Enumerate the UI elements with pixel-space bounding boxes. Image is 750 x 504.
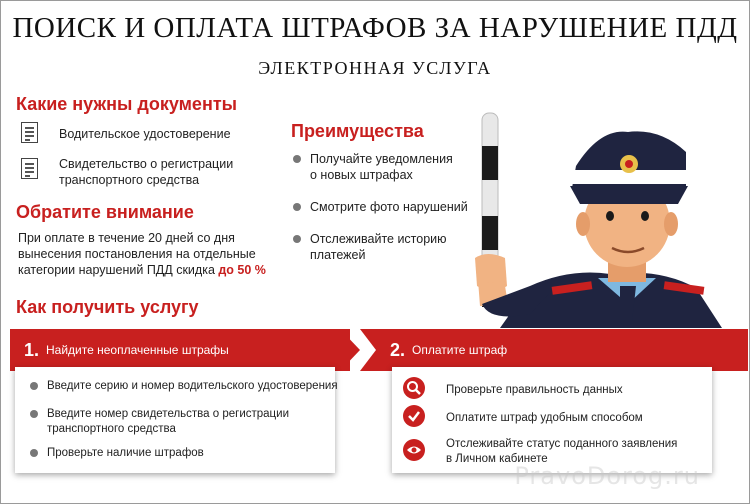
bullet-icon — [293, 203, 301, 211]
step-2-item: Отслеживайте статус поданного заявления — [446, 438, 678, 450]
step-1-arrow — [340, 329, 360, 371]
advantage-item: Получайте уведомления — [310, 152, 453, 166]
step-1-item: Проверьте наличие штрафов — [47, 447, 204, 459]
advantage-item: Отслеживайте историю — [310, 232, 447, 246]
document-icon — [21, 122, 38, 143]
attention-line-text: категории нарушений ПДД скидка — [18, 263, 219, 277]
step-2-number: 2. — [390, 340, 406, 360]
bullet-icon — [293, 155, 301, 163]
attention-line: вынесения постановления на отдельные — [18, 247, 256, 261]
eye-icon — [403, 439, 425, 461]
checkmark-icon — [403, 405, 425, 427]
documents-heading: Какие нужны документы — [16, 94, 238, 114]
advantages-heading: Преимущества — [291, 121, 424, 141]
step-2-label: Оплатите штраф — [412, 343, 508, 357]
advantage-item: о новых штрафах — [310, 168, 413, 182]
advantage-item: платежей — [310, 248, 366, 262]
bullet-icon — [30, 410, 38, 418]
magnifier-icon — [403, 377, 425, 399]
attention-heading: Обратите внимание — [16, 202, 194, 222]
step-1-item: Введите серию и номер водительского удостоверения — [47, 380, 338, 392]
police-officer-illustration — [460, 108, 730, 328]
bullet-icon — [30, 449, 38, 457]
document-icon — [21, 158, 38, 179]
step-1-label: Найдите неоплаченные штрафы — [46, 343, 229, 357]
attention-line — [18, 262, 266, 278]
advantage-item: Смотрите фото нарушений — [310, 200, 468, 214]
watermark: PravoDorog.ru — [514, 462, 700, 490]
step-1-item: Введите номер свидетельства о регистрации — [47, 408, 289, 420]
howto-heading: Как получить услугу — [16, 297, 199, 317]
step-2-item: Проверьте правильность данных — [446, 384, 623, 396]
page-subtitle: ЭЛЕКТРОННАЯ УСЛУГА — [258, 58, 492, 78]
page-title: ПОИСК И ОПЛАТА ШТРАФОВ ЗА НАРУШЕНИЕ ПДД — [12, 12, 738, 44]
document-item: Водительское удостоверение — [59, 127, 231, 141]
bullet-icon — [293, 235, 301, 243]
step-1-item: транспортного средства — [47, 423, 176, 435]
discount-highlight: до 50 % — [218, 263, 266, 277]
step-2-arrow-notch — [360, 329, 376, 371]
step-1-number: 1. — [24, 340, 40, 360]
step-2-item: Оплатите штраф удобным способом — [446, 412, 643, 424]
bullet-icon — [30, 382, 38, 390]
document-item: Свидетельство о регистрации — [59, 157, 234, 171]
step-2-item: в Личном кабинете — [446, 453, 548, 465]
attention-line: При оплате в течение 20 дней со дня — [18, 231, 235, 245]
document-item: транспортного средства — [59, 173, 200, 187]
